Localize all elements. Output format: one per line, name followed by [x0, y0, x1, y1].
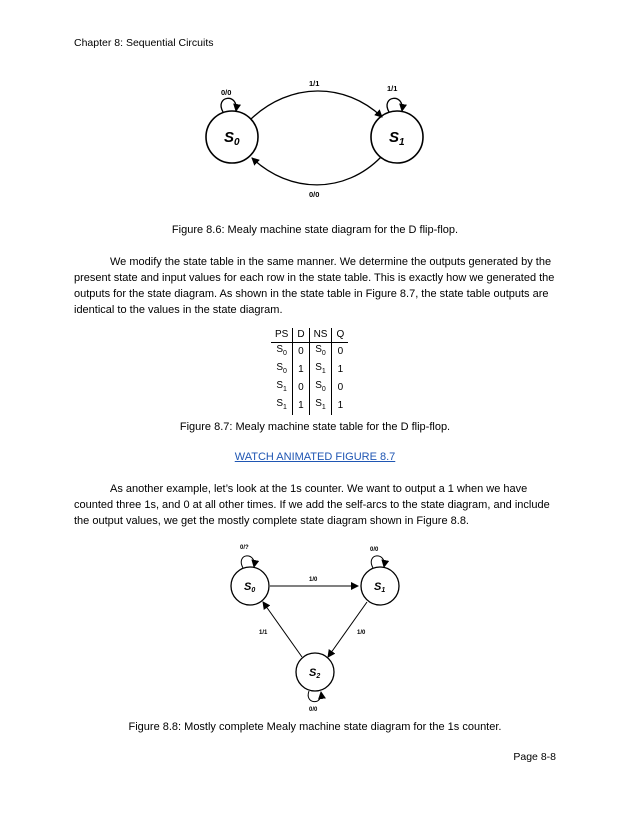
- arc-s0-to-s1-label: 1/1: [309, 79, 320, 88]
- figure-8-7-state-table: [271, 328, 348, 415]
- state-s1-label: $S_1$: [389, 129, 405, 148]
- page-number: Page 8-8: [513, 751, 556, 763]
- self-loop-s1-label: 1/1: [387, 84, 398, 93]
- ns-cell: $S_1$: [309, 361, 332, 379]
- ps-cell: $S_1$: [276, 380, 287, 393]
- table-row: [271, 361, 348, 379]
- self-loop-s0-arrow: [221, 98, 236, 112]
- ps-cell: $S_1$: [276, 398, 287, 411]
- counter-state-s2-label: S2: [309, 667, 321, 680]
- ns-cell: $S_0$: [309, 379, 332, 397]
- figure-8-8-diagram: [231, 545, 399, 713]
- figure-8-8-caption: Figure 8.8: Mostly complete Mealy machine state diagram for the 1s counter.: [128, 721, 502, 733]
- d-cell: 1: [293, 397, 309, 415]
- chapter-header: Chapter 8: Sequential Circuits: [74, 37, 214, 49]
- counter-self-loop-s1-label: 0/0: [370, 547, 379, 553]
- counter-arc-s2-to-s0-label: 1/1: [259, 630, 268, 636]
- counter-self-loop-s2-label: 0/0: [309, 707, 318, 713]
- col-d-header: D: [293, 328, 309, 343]
- ps-cell: $S_0$: [276, 362, 287, 375]
- figure-8-6-caption: Figure 8.6: Mealy machine state diagram for the D flip-flop.: [171, 224, 459, 236]
- q-cell: 1: [332, 397, 348, 415]
- ps-cell: $S_0$: [276, 344, 287, 357]
- q-cell: 0: [332, 379, 348, 397]
- ns-cell: $S_1$: [309, 397, 332, 415]
- state-table-header-row: [271, 328, 348, 343]
- d-cell: 0: [293, 379, 309, 397]
- paragraph-state-table: We modify the state table in the same manner. We determine the outputs generated by the present state and input values for each row in the state table. This is exactly how we generated the outputs for the state diagram. As shown in the state table in Figure 8.7, the state table outputs are identical to the values in the state diagram.: [74, 256, 555, 316]
- d-cell: 0: [293, 343, 309, 362]
- figure-8-7-caption: Figure 8.7: Mealy machine state table for the D flip-flop.: [179, 421, 451, 433]
- counter-arc-s0-to-s1-label: 1/0: [309, 577, 318, 583]
- self-loop-s0-label: 0/0: [221, 88, 232, 97]
- counter-self-loop-s0-label: 0/?: [240, 545, 249, 551]
- arc-s0-to-s1-arrow: [251, 91, 382, 119]
- arc-s1-to-s0-label: 0/0: [309, 190, 320, 199]
- table-row: [271, 397, 348, 415]
- q-cell: 1: [332, 361, 348, 379]
- arc-s1-to-s0-arrow: [252, 157, 381, 185]
- counter-self-loop-s1-arrow: [371, 556, 384, 568]
- ns-cell: $S_0$: [309, 343, 332, 362]
- counter-self-loop-s2-arrow: [308, 691, 321, 702]
- counter-arc-s1-to-s2-label: 1/0: [357, 630, 366, 636]
- state-s0-label: $S_0$: [224, 129, 240, 148]
- figure-8-6-diagram: [206, 79, 423, 199]
- table-row: [271, 343, 348, 362]
- col-ns-header: NS: [309, 328, 332, 343]
- col-ps-header: PS: [271, 328, 293, 343]
- counter-state-s0-label: S0: [244, 581, 256, 594]
- paragraph-ones-counter: As another example, let’s look at the 1s counter. We want to output a 1 when we have counted three 1s, and 0 at all other times. If we add the self-arcs to the state diagram, and include the output values, we get the mostly complete state diagram shown in Figure 8.8.: [74, 483, 550, 527]
- col-q-header: Q: [332, 328, 348, 343]
- table-row: [271, 379, 348, 397]
- counter-state-s1-label: S1: [374, 581, 386, 594]
- d-cell: 1: [293, 361, 309, 379]
- q-cell: 0: [332, 343, 348, 362]
- self-loop-s1-arrow: [387, 98, 402, 112]
- counter-arc-s2-to-s0-arrow: [263, 602, 302, 657]
- watch-animated-figure-link[interactable]: WATCH ANIMATED FIGURE 8.7: [234, 451, 396, 463]
- counter-self-loop-s0-arrow: [241, 556, 254, 568]
